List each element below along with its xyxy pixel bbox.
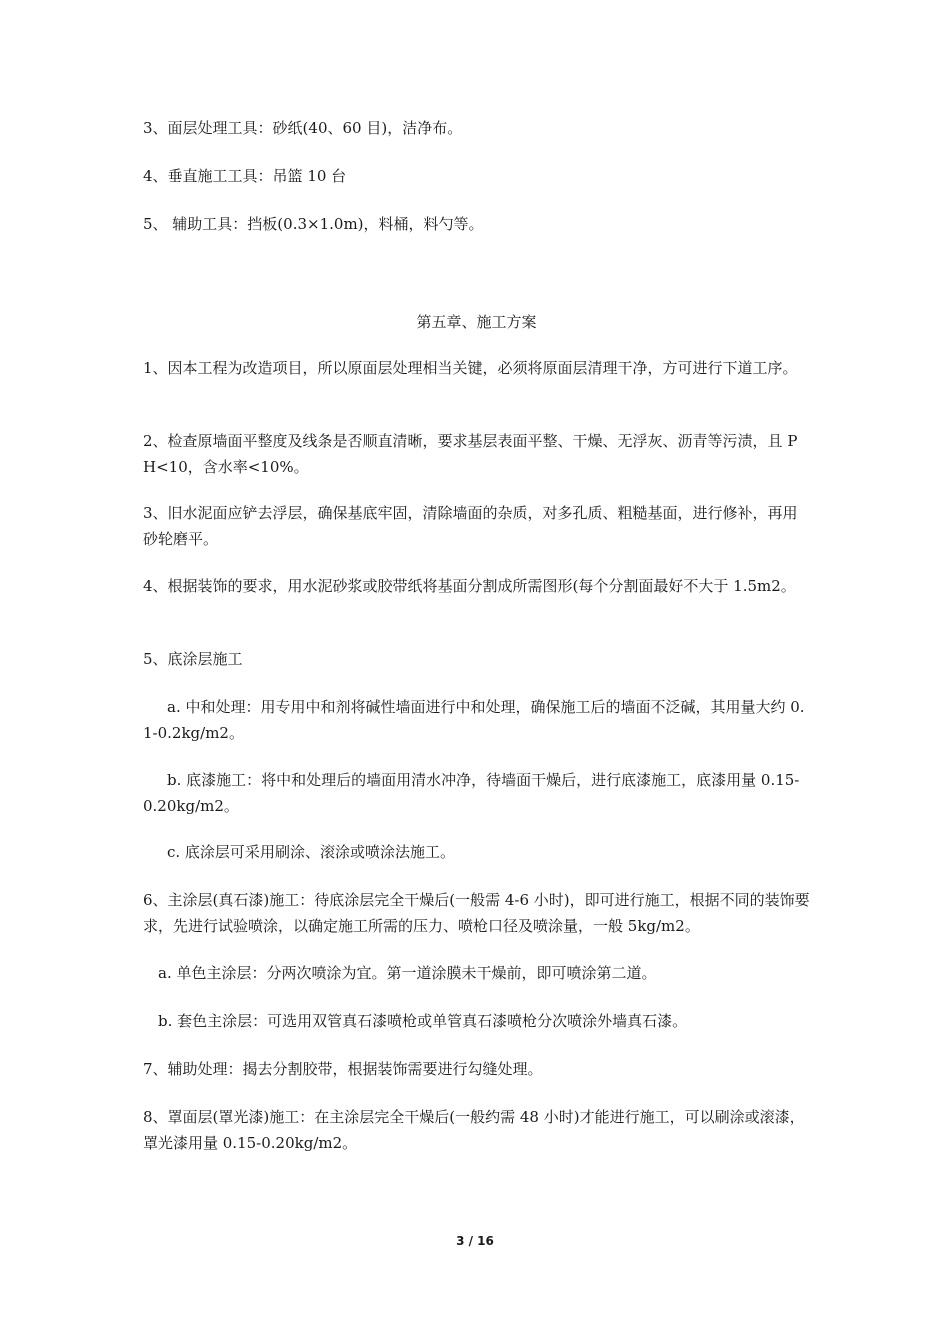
step-3: 3、旧水泥面应铲去浮层，确保基底牢固，清除墙面的杂质，对多孔质、粗糙基面，进行修补，再用砂轮磨平。 — [143, 504, 798, 548]
step-7: 7、辅助处理：揭去分割胶带，根据装饰需要进行勾缝处理。 — [143, 1060, 543, 1078]
step-2: 2、检查原墙面平整度及线条是否顺直清晰，要求基层表面平整、干燥、无浮灰、沥青等污渍，且 PH<10，含水率<10%。 — [143, 432, 798, 476]
tool-item-4: 4、垂直施工工具：吊篮 10 台 — [143, 167, 347, 185]
step-4: 4、根据装饰的要求，用水泥砂浆或胶带纸将基面分割成所需图形(每个分割面最好不大于 1.5m2。 — [143, 577, 796, 595]
step-6: 6、主涂层(真石漆)施工：待底涂层完全干燥后(一般需 4-6 小时)，即可进行施工，根据不同的装饰要求，先进行试验喷涂，以确定施工所需的压力、喷枪口径及喷涂量，一般 5kg/m2。 — [143, 891, 810, 935]
tool-item-3: 3、面层处理工具：砂纸(40、60 目)，洁净布。 — [143, 119, 463, 137]
step-5c: c. 底涂层可采用刷涂、滚涂或喷涂法施工。 — [167, 843, 455, 861]
page-number: 3 / 16 — [456, 1234, 494, 1248]
step-5a: a. 中和处理：用专用中和剂将碱性墙面进行中和处理，确保施工后的墙面不泛碱，其用量大约 0.1-0.2kg/m2。 — [143, 698, 805, 742]
step-5: 5、底涂层施工 — [143, 650, 243, 668]
step-8: 8、罩面层(罩光漆)施工：在主涂层完全干燥后(一般约需 48 小时)才能进行施工，可以刷涂或滚漆，罩光漆用量 0.15-0.20kg/m2。 — [143, 1108, 805, 1152]
chapter-title: 第五章、施工方案 — [416, 313, 537, 331]
step-6b: b. 套色主涂层：可选用双管真石漆喷枪或单管真石漆喷枪分次喷涂外墙真石漆。 — [158, 1012, 688, 1030]
tool-item-5: 5、 辅助工具：挡板(0.3×1.0m)，料桶，料勺等。 — [143, 215, 484, 233]
step-5b: b. 底漆施工：将中和处理后的墙面用清水冲净，待墙面干燥后，进行底漆施工，底漆用量 0.15-0.20kg/m2。 — [143, 771, 800, 815]
step-6a: a. 单色主涂层：分两次喷涂为宜。第一道涂膜未干燥前，即可喷涂第二道。 — [158, 964, 657, 982]
step-1: 1、因本工程为改造项目，所以原面层处理相当关键，必须将原面层清理干净，方可进行下道工序。 — [143, 359, 798, 377]
